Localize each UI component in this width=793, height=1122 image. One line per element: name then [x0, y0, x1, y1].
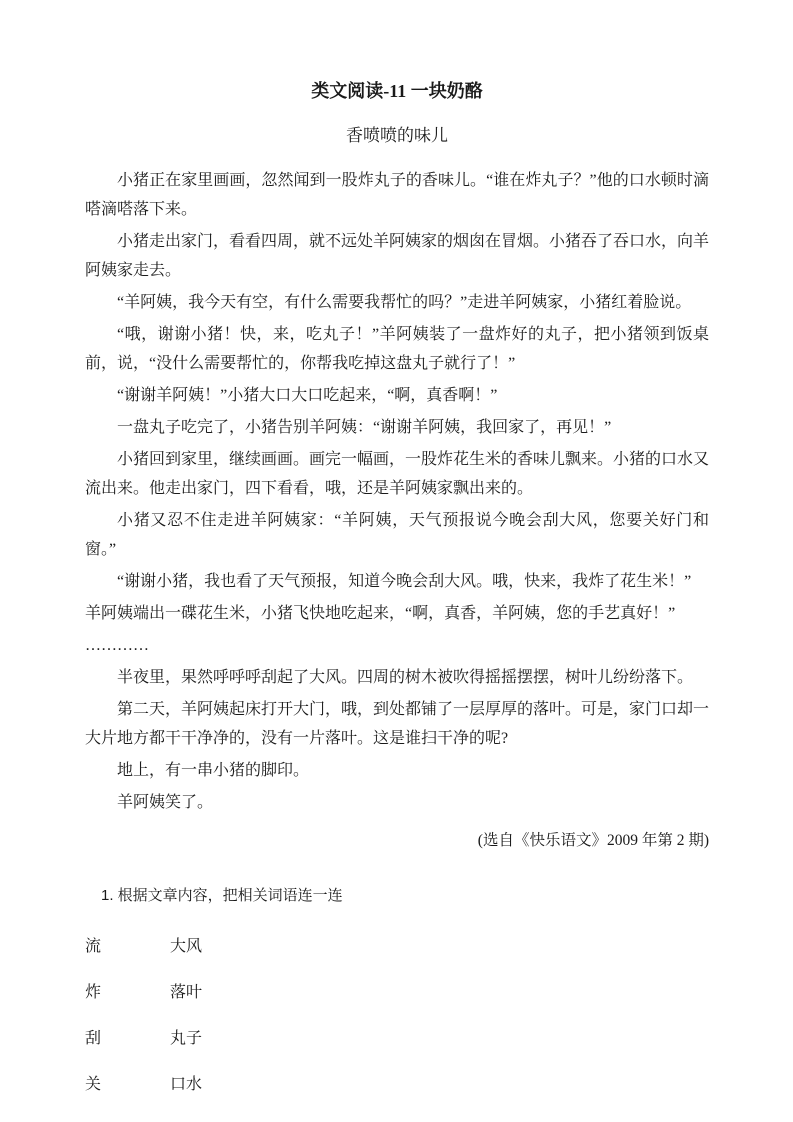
paragraph: “谢谢羊阿姨！”小猪大口大口吃起来，“啊，真香啊！”: [117, 387, 498, 404]
paragraph: 第二天，羊阿姨起床打开大门，哦，到处都铺了一层厚厚的落叶。可是，家门口却一大片地方都干干净净的，没有一片落叶。这是谁扫干净的呢?: [85, 701, 710, 747]
paragraph: 小猪又忍不住走进羊阿姨家：“羊阿姨，天气预报说今晚会刮大风，您要关好门和窗。”: [85, 512, 709, 558]
paragraph: 半夜里，果然呼呼呼刮起了大风。四周的树木被吹得摇摇摆摆，树叶儿纷纷落下。: [117, 669, 694, 686]
match-right-word: 丸子: [170, 1030, 203, 1047]
matching-exercise: [85, 933, 709, 1094]
paragraph: “哦，谢谢小猪！快，来，吃丸子！”羊阿姨装了一盘炸好的丸子，把小猪领到饭桌前，说，“没什么需要帮忙的，你帮我吃掉这盘丸子就行了！”: [85, 326, 709, 372]
source-citation: (选自《快乐语文》2009 年第 2 期): [477, 832, 709, 849]
match-left-word: 刮: [85, 1030, 102, 1047]
ellipsis-line: …………: [85, 637, 149, 654]
paragraph: “羊阿姨，我今天有空，有什么需要我帮忙的吗？”走进羊阿姨家，小猪红着脸说。: [117, 294, 692, 311]
match-left-word: 关: [85, 1076, 102, 1093]
match-right-word: 口水: [170, 1076, 203, 1093]
match-right-word: 落叶: [170, 984, 203, 1001]
match-left-word: 流: [85, 938, 102, 955]
paragraph: 小猪正在家里画画，忽然闻到一股炸丸子的香味儿。“谁在炸丸子？”他的口水顿时滴嗒滴嗒落下来。: [85, 172, 709, 218]
match-left-word: 炸: [85, 984, 102, 1001]
paragraph: 羊阿姨笑了。: [117, 794, 214, 811]
paragraph: 地上，有一串小猪的脚印。: [117, 762, 310, 779]
match-right-word: 大风: [170, 938, 203, 955]
match-pair-row: [85, 1025, 709, 1048]
doc-subtitle: 香喷喷的味儿: [346, 126, 448, 145]
paragraph: 小猪回到家里，继续画画。画完一幅画，一股炸花生米的香味儿飘来。小猪的口水又流出来。他走出家门，四下看看，哦，还是羊阿姨家飘出来的。: [85, 451, 710, 497]
match-pair-row: [85, 1071, 709, 1094]
doc-title: 类文阅读-11 一块奶酪: [311, 81, 483, 101]
paragraph: 一盘丸子吃完了，小猪告别羊阿姨：“谢谢羊阿姨，我回家了，再见！”: [117, 419, 612, 436]
paragraph: 羊阿姨端出一碟花生米，小猪飞快地吃起来，“啊，真香，羊阿姨，您的手艺真好！”: [85, 605, 676, 622]
match-pair-row: [85, 933, 709, 956]
match-pair-row: [85, 979, 709, 1002]
question-label: 1. 根据文章内容，把相关词语连一连: [101, 887, 343, 904]
paragraph: “谢谢小猪，我也看了天气预报，知道今晚会刮大风。哦，快来，我炸了花生米！”: [117, 573, 692, 590]
paragraph: 小猪走出家门，看看四周，就不远处羊阿姨家的烟囱在冒烟。小猪吞了吞口水，向羊阿姨家走去。: [85, 233, 710, 279]
